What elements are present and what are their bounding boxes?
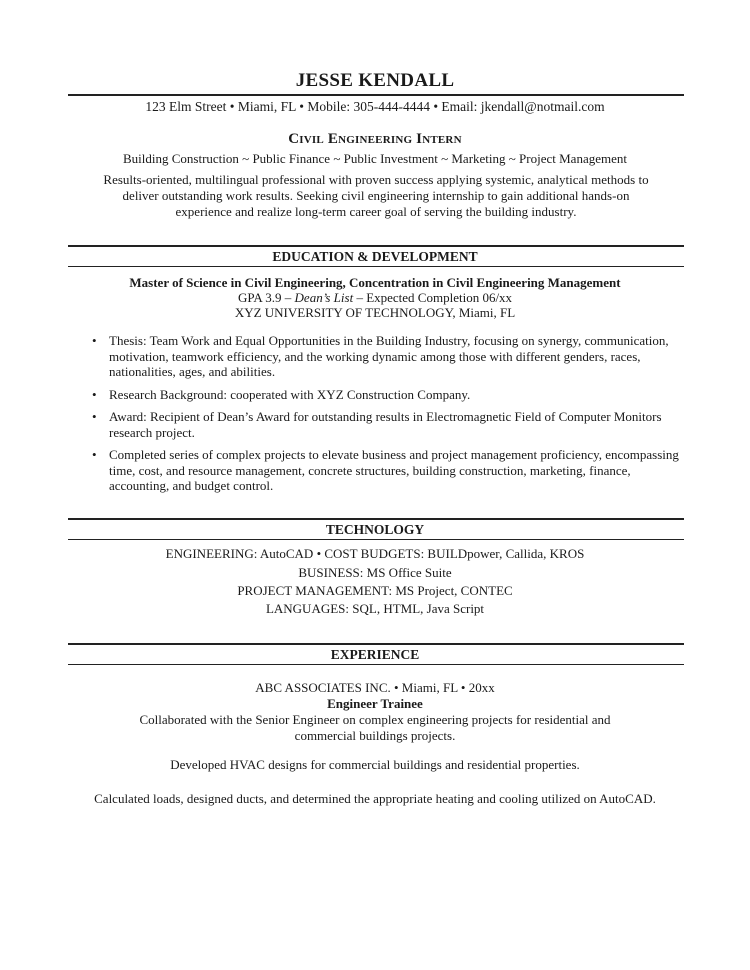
technology-divider-bottom — [68, 539, 684, 540]
experience-divider-top — [68, 643, 684, 645]
tech-line-engineering: ENGINEERING: AutoCAD • COST BUDGETS: BUILDpower, Callida, KROS — [165, 546, 585, 561]
experience-description: Developed HVAC designs for commercial buildings and residential properties. — [170, 757, 580, 772]
gpa-honor: Dean’s List — [294, 290, 354, 305]
bullet-icon: • — [92, 409, 97, 424]
school: XYZ UNIVERSITY OF TECHNOLOGY, Miami, FL — [234, 305, 516, 320]
list-item — [92, 409, 688, 440]
tech-line-business: BUSINESS: MS Office Suite — [298, 565, 452, 580]
bullet-icon: • — [92, 447, 97, 462]
experience-description: Calculated loads, designed ducts, and determined the appropriate heating and cooling utilized on AutoCAD. — [94, 791, 656, 806]
job-title: Engineer Trainee — [327, 696, 423, 711]
education-heading: EDUCATION & DEVELOPMENT — [272, 249, 478, 264]
bullet-text: Completed series of complex projects to elevate business and project management proficiency, encompassing time, cost, and resource management, concrete structures, building construction, marketing, finance, accounting, and budget control. — [109, 447, 679, 493]
education-divider-top — [68, 245, 684, 247]
focus-areas: Building Construction ~ Public Finance ~ Public Investment ~ Marketing ~ Project Management — [122, 151, 627, 166]
technology-heading: TECHNOLOGY — [325, 522, 425, 537]
tech-line-languages: LANGUAGES: SQL, HTML, Java Script — [265, 601, 485, 616]
gpa-prefix: GPA 3.9 – — [237, 290, 295, 305]
bullet-text: Research Background: cooperated with XYZ Construction Company. — [109, 386, 471, 402]
list-item — [92, 333, 688, 380]
gpa-suffix: – Expected Completion 06/xx — [353, 290, 513, 305]
technology-divider-top — [68, 518, 684, 520]
experience-heading: EXPERIENCE — [330, 647, 420, 662]
contact-info: 123 Elm Street • Miami, FL • Mobile: 305-444-4444 • Email: jkendall@notmail.com — [145, 99, 605, 114]
list-item — [92, 447, 688, 494]
employer-line: ABC ASSOCIATES INC. • Miami, FL • 20xx — [255, 680, 495, 695]
bullet-icon: • — [92, 333, 97, 348]
bullet-icon: • — [92, 386, 97, 402]
education-divider-bottom — [68, 266, 684, 267]
list-item — [92, 387, 688, 403]
tech-line-project-management: PROJECT MANAGEMENT: MS Project, CONTEC — [237, 583, 513, 598]
bullet-text: Thesis: Team Work and Equal Opportunities in the Building Industry, focusing on synergy, communication, motivation, teamwork efficiency, and the working dynamic among those with different genders, races, nationalities, ages, and abilities. — [109, 333, 669, 379]
professional-summary: Results-oriented, multilingual professional with proven success applying systemic, analytical methods to deliver outstanding work results. Seeking civil engineering internship to gain additional hands-on experience and realize long-term career goal of serving the building industry. — [103, 172, 649, 219]
header-divider — [68, 94, 684, 96]
education-bullets — [92, 333, 688, 501]
experience-divider-bottom — [68, 664, 684, 665]
candidate-name: JESSE KENDALL — [295, 70, 455, 91]
experience-description: Collaborated with the Senior Engineer on complex engineering projects for residential and commercial buildings projects. — [139, 712, 611, 743]
objective-title: Civil Engineering Intern — [288, 131, 462, 147]
degree: Master of Science in Civil Engineering, Concentration in Civil Engineering Management — [129, 275, 621, 290]
bullet-text: Award: Recipient of Dean’s Award for outstanding results in Electromagnetic Field of Computer Monitors research project. — [109, 409, 662, 440]
